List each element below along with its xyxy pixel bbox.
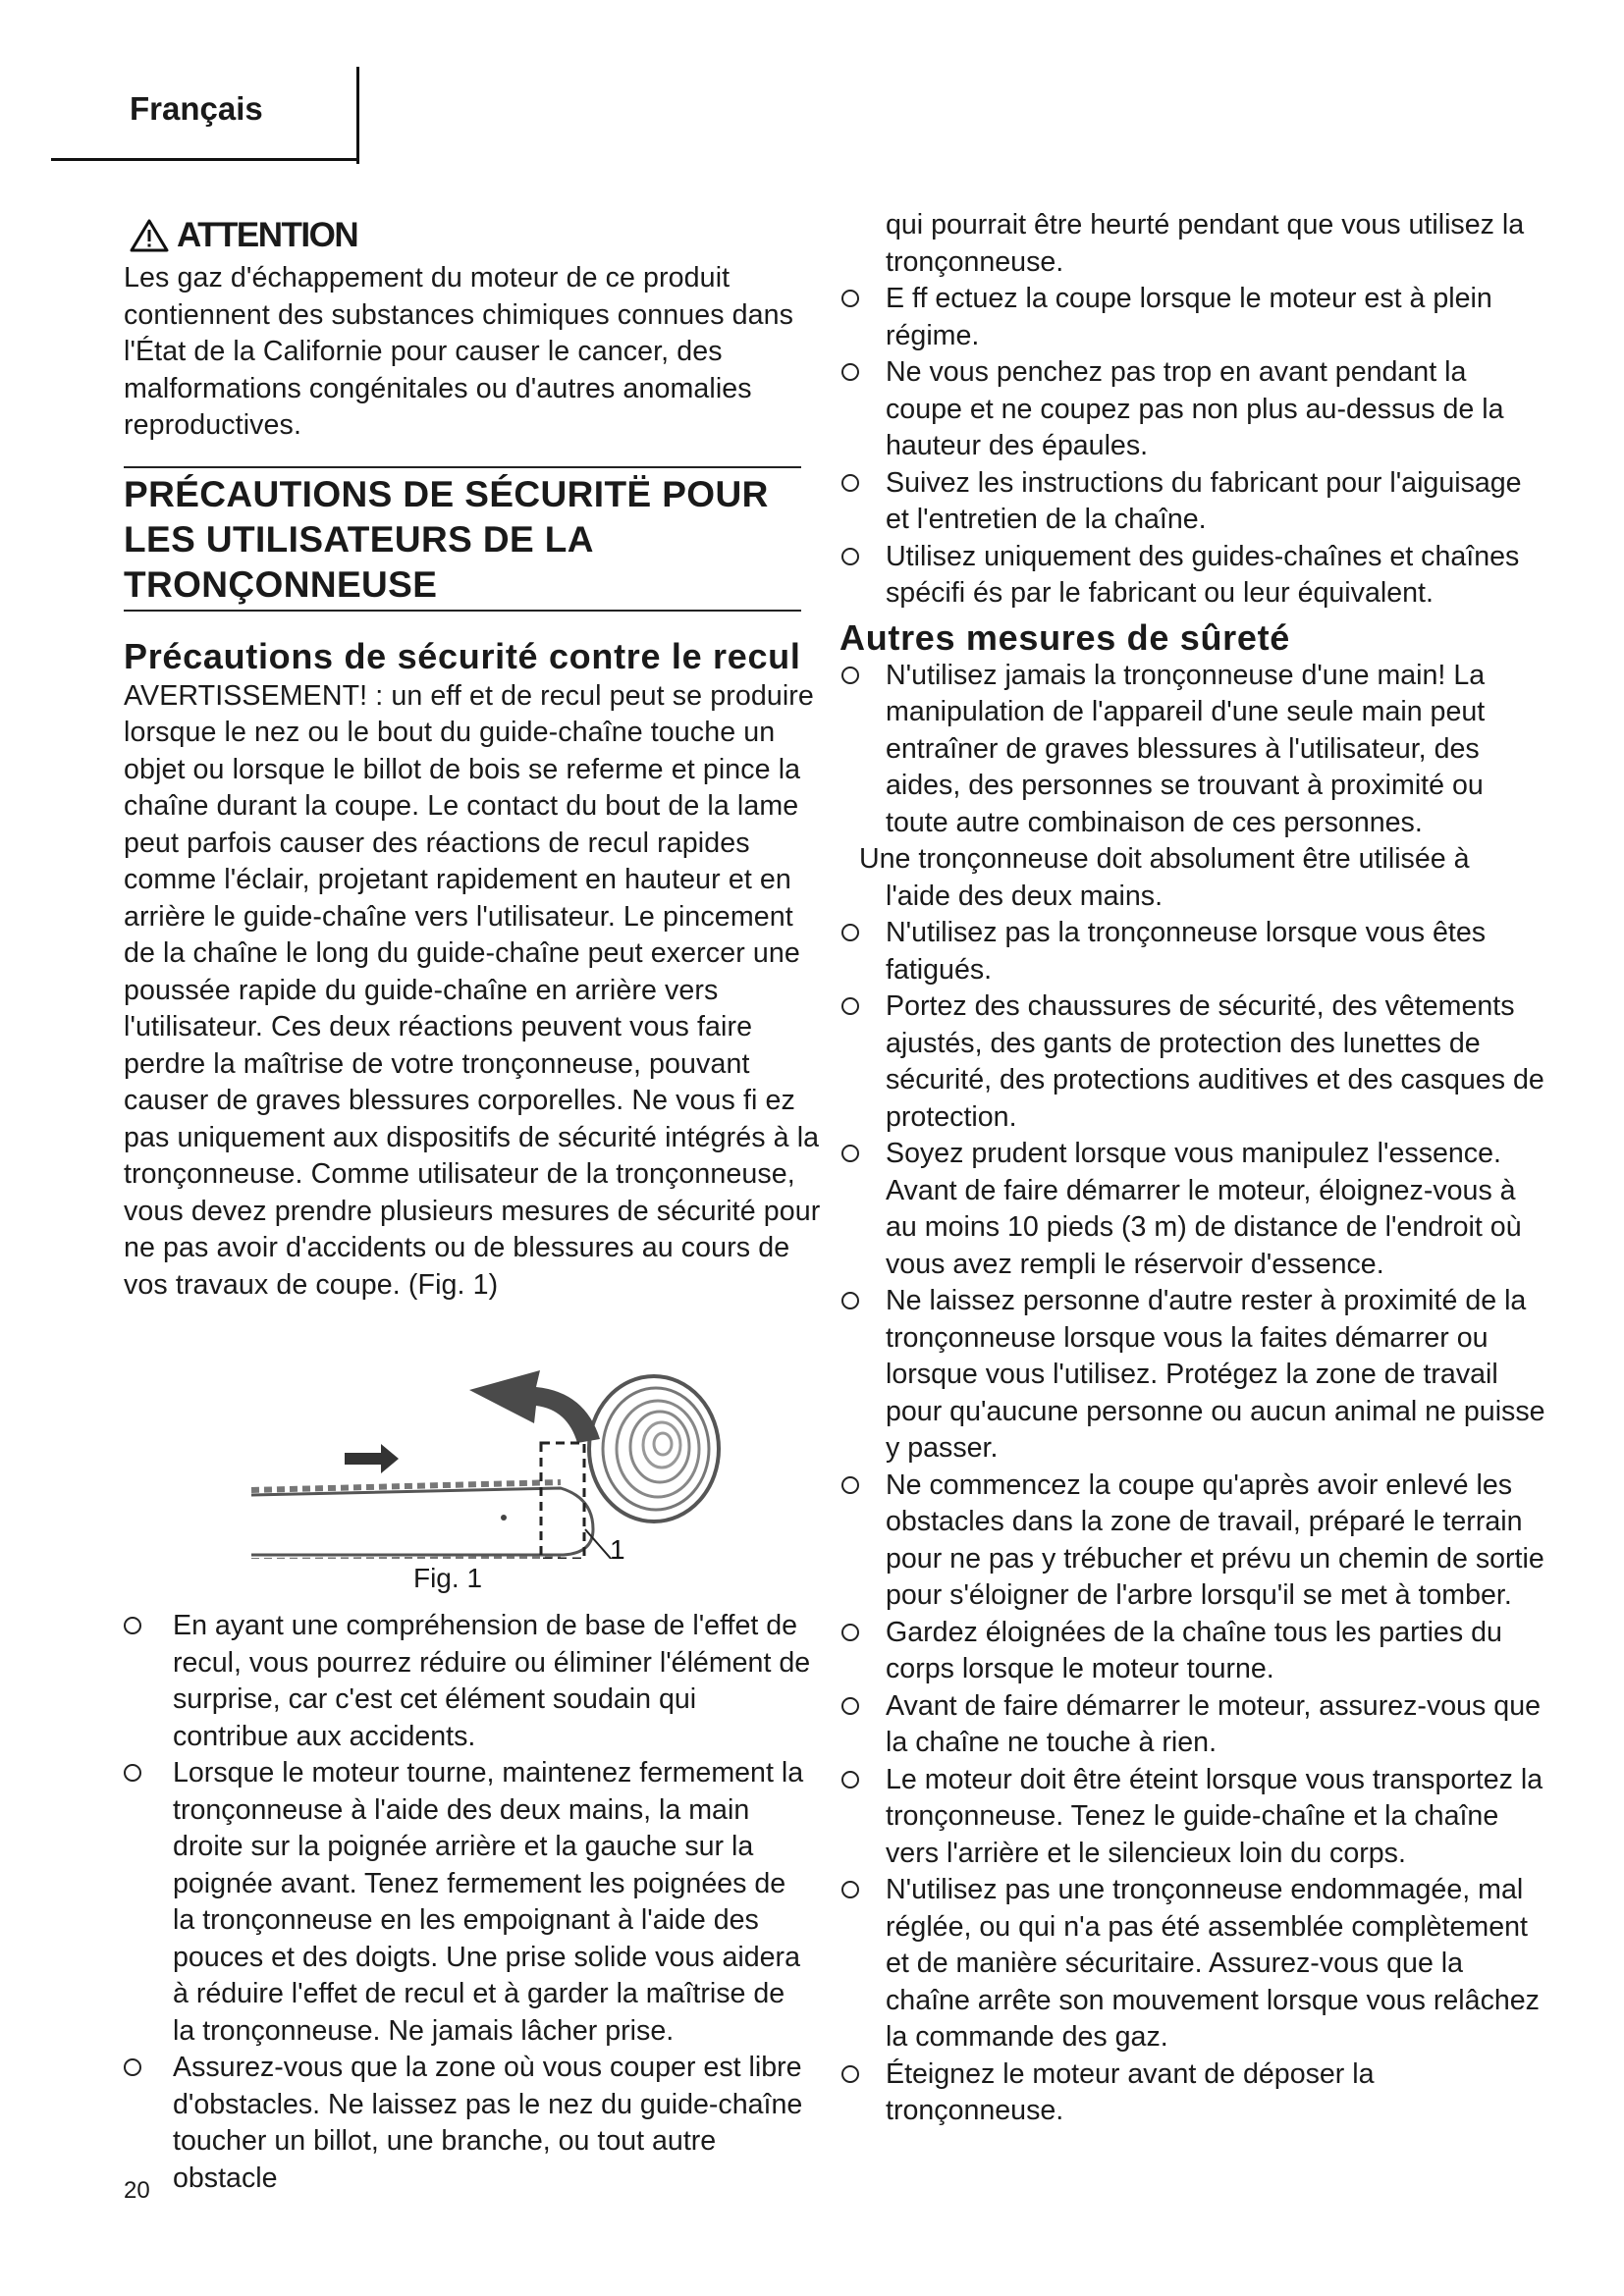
circle-bullet-icon [124, 2058, 141, 2076]
figure-caption: Fig. 1 [412, 1563, 483, 1593]
list-item: Soyez prudent lorsque vous manipulez l'essence. Avant de faire démarrer le moteur, éloignez-vous à au moins 10 pieds (3 m) de distance de l'endroit où vous avez rempli le réservoir d'essence. [839, 1136, 1546, 1283]
right-top-bullet-list [839, 281, 1546, 613]
list-item: Ne commencez la coupe qu'après avoir enlevé les obstacles dans la zone de travail, préparé le terrain pour ne pas y trébucher et prévu un chemin de sortie pour s'éloigner de l'arbre lorsqu'il se met à tomber. [839, 1468, 1546, 1615]
warning-triangle-icon [130, 218, 169, 253]
circle-bullet-icon [841, 1771, 859, 1789]
list-item: Gardez éloignées de la chaîne tous les parties du corps lorsque le moteur tourne. [839, 1615, 1546, 1688]
language-label: Français [130, 90, 263, 127]
list-item: Utilisez uniquement des guides-chaînes et chaînes spécifi és par le fabricant ou leur équivalent. [839, 539, 1546, 613]
list-item: En ayant une compréhension de base de l'effet de recul, vous pourrez réduire ou éliminer l'élément de surprise, car c'est cet élément soudain qui contribue aux accidents. [124, 1608, 811, 1755]
list-item: Ne laissez personne d'autre rester à proximité de la tronçonneuse lorsque vous la faites démarrer ou lorsque vous l'utilisez. Protégez la zone de travail pour qu'aucune personne ou aucun animal ne puisse y passer. [839, 1283, 1546, 1468]
circle-bullet-icon [841, 997, 859, 1015]
list-item: Lorsque le moteur tourne, maintenez fermement la tronçonneuse à l'aide des deux mains, la main droite sur la poignée arrière et la gauche sur la poignée avant. Tenez fermement les poignées de la tronçonneuse en les empoignant à l'aide des pouces et des doigts. Une prise solide vous aidera à réduire l'effet de recul et à garder la maîtrise de la tronçonneuse. Ne jamais lâcher prise. [124, 1755, 811, 2050]
circle-bullet-icon [841, 1292, 859, 1309]
list-item: Assurez-vous que la zone où vous couper est libre d'obstacles. Ne laissez pas le nez du guide-chaîne toucher un billot, une branche, ou tout autre obstacle [124, 2050, 811, 2197]
list-item: N'utilisez pas une tronçonneuse endommagée, mal réglée, ou qui n'a pas été assemblée complètement et de manière sécuritaire. Assurez-vous que la chaîne arrête son mouvement lorsque vous relâchez la commande des gaz. [839, 1872, 1546, 2056]
list-item: N'utilisez jamais la tronçonneuse d'une main! La manipulation de l'appareil d'une seule main peut entraîner de graves blessures à l'utilisateur, des aides, des personnes se trouvant à proximité ou toute autre combinaison de ces personnes. [839, 658, 1546, 842]
list-item: Le moteur doit être éteint lorsque vous transportez la tronçonneuse. Tenez le guide-chaîne et la chaîne vers l'arrière et le silencieux loin du corps. [839, 1762, 1546, 1873]
circle-bullet-icon [841, 924, 859, 941]
list-item: Suivez les instructions du fabricant pour l'aiguisage et l'entretien de la chaîne. [839, 465, 1546, 539]
chainsaw-kickback-illustration [124, 1333, 811, 1559]
two-hands-line-continued: l'aide des deux mains. [886, 880, 1164, 912]
figure-callout-label: 1 [610, 1534, 625, 1559]
right-bottom-bullet-list [839, 658, 1546, 842]
header-divider [356, 67, 359, 164]
kickback-arrow-icon [469, 1370, 600, 1443]
two-hands-line: Une tronçonneuse doit absolument être utilisée à [859, 843, 1470, 875]
circle-bullet-icon [841, 474, 859, 492]
warning-heading [130, 211, 831, 260]
circle-bullet-icon [124, 1764, 141, 1782]
circle-bullet-icon [841, 667, 859, 684]
list-item: Portez des chaussures de sécurité, des vêtements ajustés, des gants de protection des lunettes de sécurité, des protections auditives et des casques de protection. [839, 988, 1546, 1136]
list-item: N'utilisez pas la tronçonneuse lorsque vous êtes fatigués. [839, 915, 1546, 988]
warning-title: ATTENTION [177, 216, 358, 254]
section-title: PRÉCAUTIONS DE SÉCURITË POUR LES UTILISATEURS DE LA TRONÇONNEUSE [124, 466, 801, 612]
other-measures-title: Autres mesures de sûreté [839, 616, 1290, 658]
header-rule [51, 158, 359, 161]
language-tab [51, 59, 359, 161]
list-item: Avant de faire démarrer le moteur, assurez-vous que la chaîne ne touche à rien. [839, 1688, 1546, 1762]
log-icon [589, 1376, 719, 1522]
page-number: 20 [124, 2177, 150, 2204]
guide-bar-icon [251, 1443, 620, 1559]
list-item: Ne vous penchez pas trop en avant pendant la coupe et ne coupez pas non plus au-dessus de la hauteur des épaules. [839, 354, 1546, 465]
kickback-warning-paragraph: AVERTISSEMENT! : un eff et de recul peut se produire lorsque le nez ou le bout du guide-chaîne touche un objet ou lorsque le billot de bois se referme et pince la chaîne durant la coupe. Le contact du bout de la lame peut parfois causer des réactions de recul rapides comme l'éclair, projetant rapidement en hauteur et en arrière le guide-chaîne vers l'utilisateur. Le pincement de la chaîne le long du guide-chaîne peut exercer une poussée rapide du guide-chaîne en arrière vers l'utilisateur. Ces deux réactions peuvent vous faire perdre la maîtrise de votre tronçonneuse, pouvant causer de graves blessures corporelles. Ne vous fi ez pas uniquement aux dispositifs de sécurité intégrés à la tronçonneuse. Comme utilisateur de la tronçonneuse, vous devez prendre plusieurs mesures de sécurité pour ne pas avoir d'accidents ou de blessures au cours de vos travaux de coupe. (Fig. 1) [124, 679, 821, 1301]
right-safety-bullet-list [839, 915, 1546, 2130]
circle-bullet-icon [841, 548, 859, 565]
circle-bullet-icon [841, 290, 859, 307]
right-column [839, 207, 1546, 2130]
figure-1 [124, 1333, 811, 1559]
subsection-title: Précautions de sécurité contre le recul [124, 635, 801, 676]
circle-bullet-icon [841, 1145, 859, 1162]
direction-arrow-icon [345, 1444, 399, 1473]
left-bullet-list [124, 1608, 811, 2197]
circle-bullet-icon [841, 1624, 859, 1641]
circle-bullet-icon [841, 1697, 859, 1715]
circle-bullet-icon [841, 1881, 859, 1898]
circle-bullet-icon [841, 1476, 859, 1494]
circle-bullet-icon [841, 2065, 859, 2083]
warning-text: Les gaz d'échappement du moteur de ce produit contiennent des substances chimiques connues dans l'État de la Californie pour causer le cancer, des malformations congénitales ou d'autres anomalies reproductives. [124, 262, 794, 441]
circle-bullet-icon [124, 1617, 141, 1634]
continuation-text: qui pourrait être heurté pendant que vous utilisez la tronçonneuse. [886, 209, 1525, 278]
list-item: Éteignez le moteur avant de déposer la tronçonneuse. [839, 2056, 1546, 2130]
circle-bullet-icon [841, 363, 859, 381]
list-item: E ff ectuez la coupe lorsque le moteur est à plein régime. [839, 281, 1546, 354]
left-column [124, 211, 831, 2197]
